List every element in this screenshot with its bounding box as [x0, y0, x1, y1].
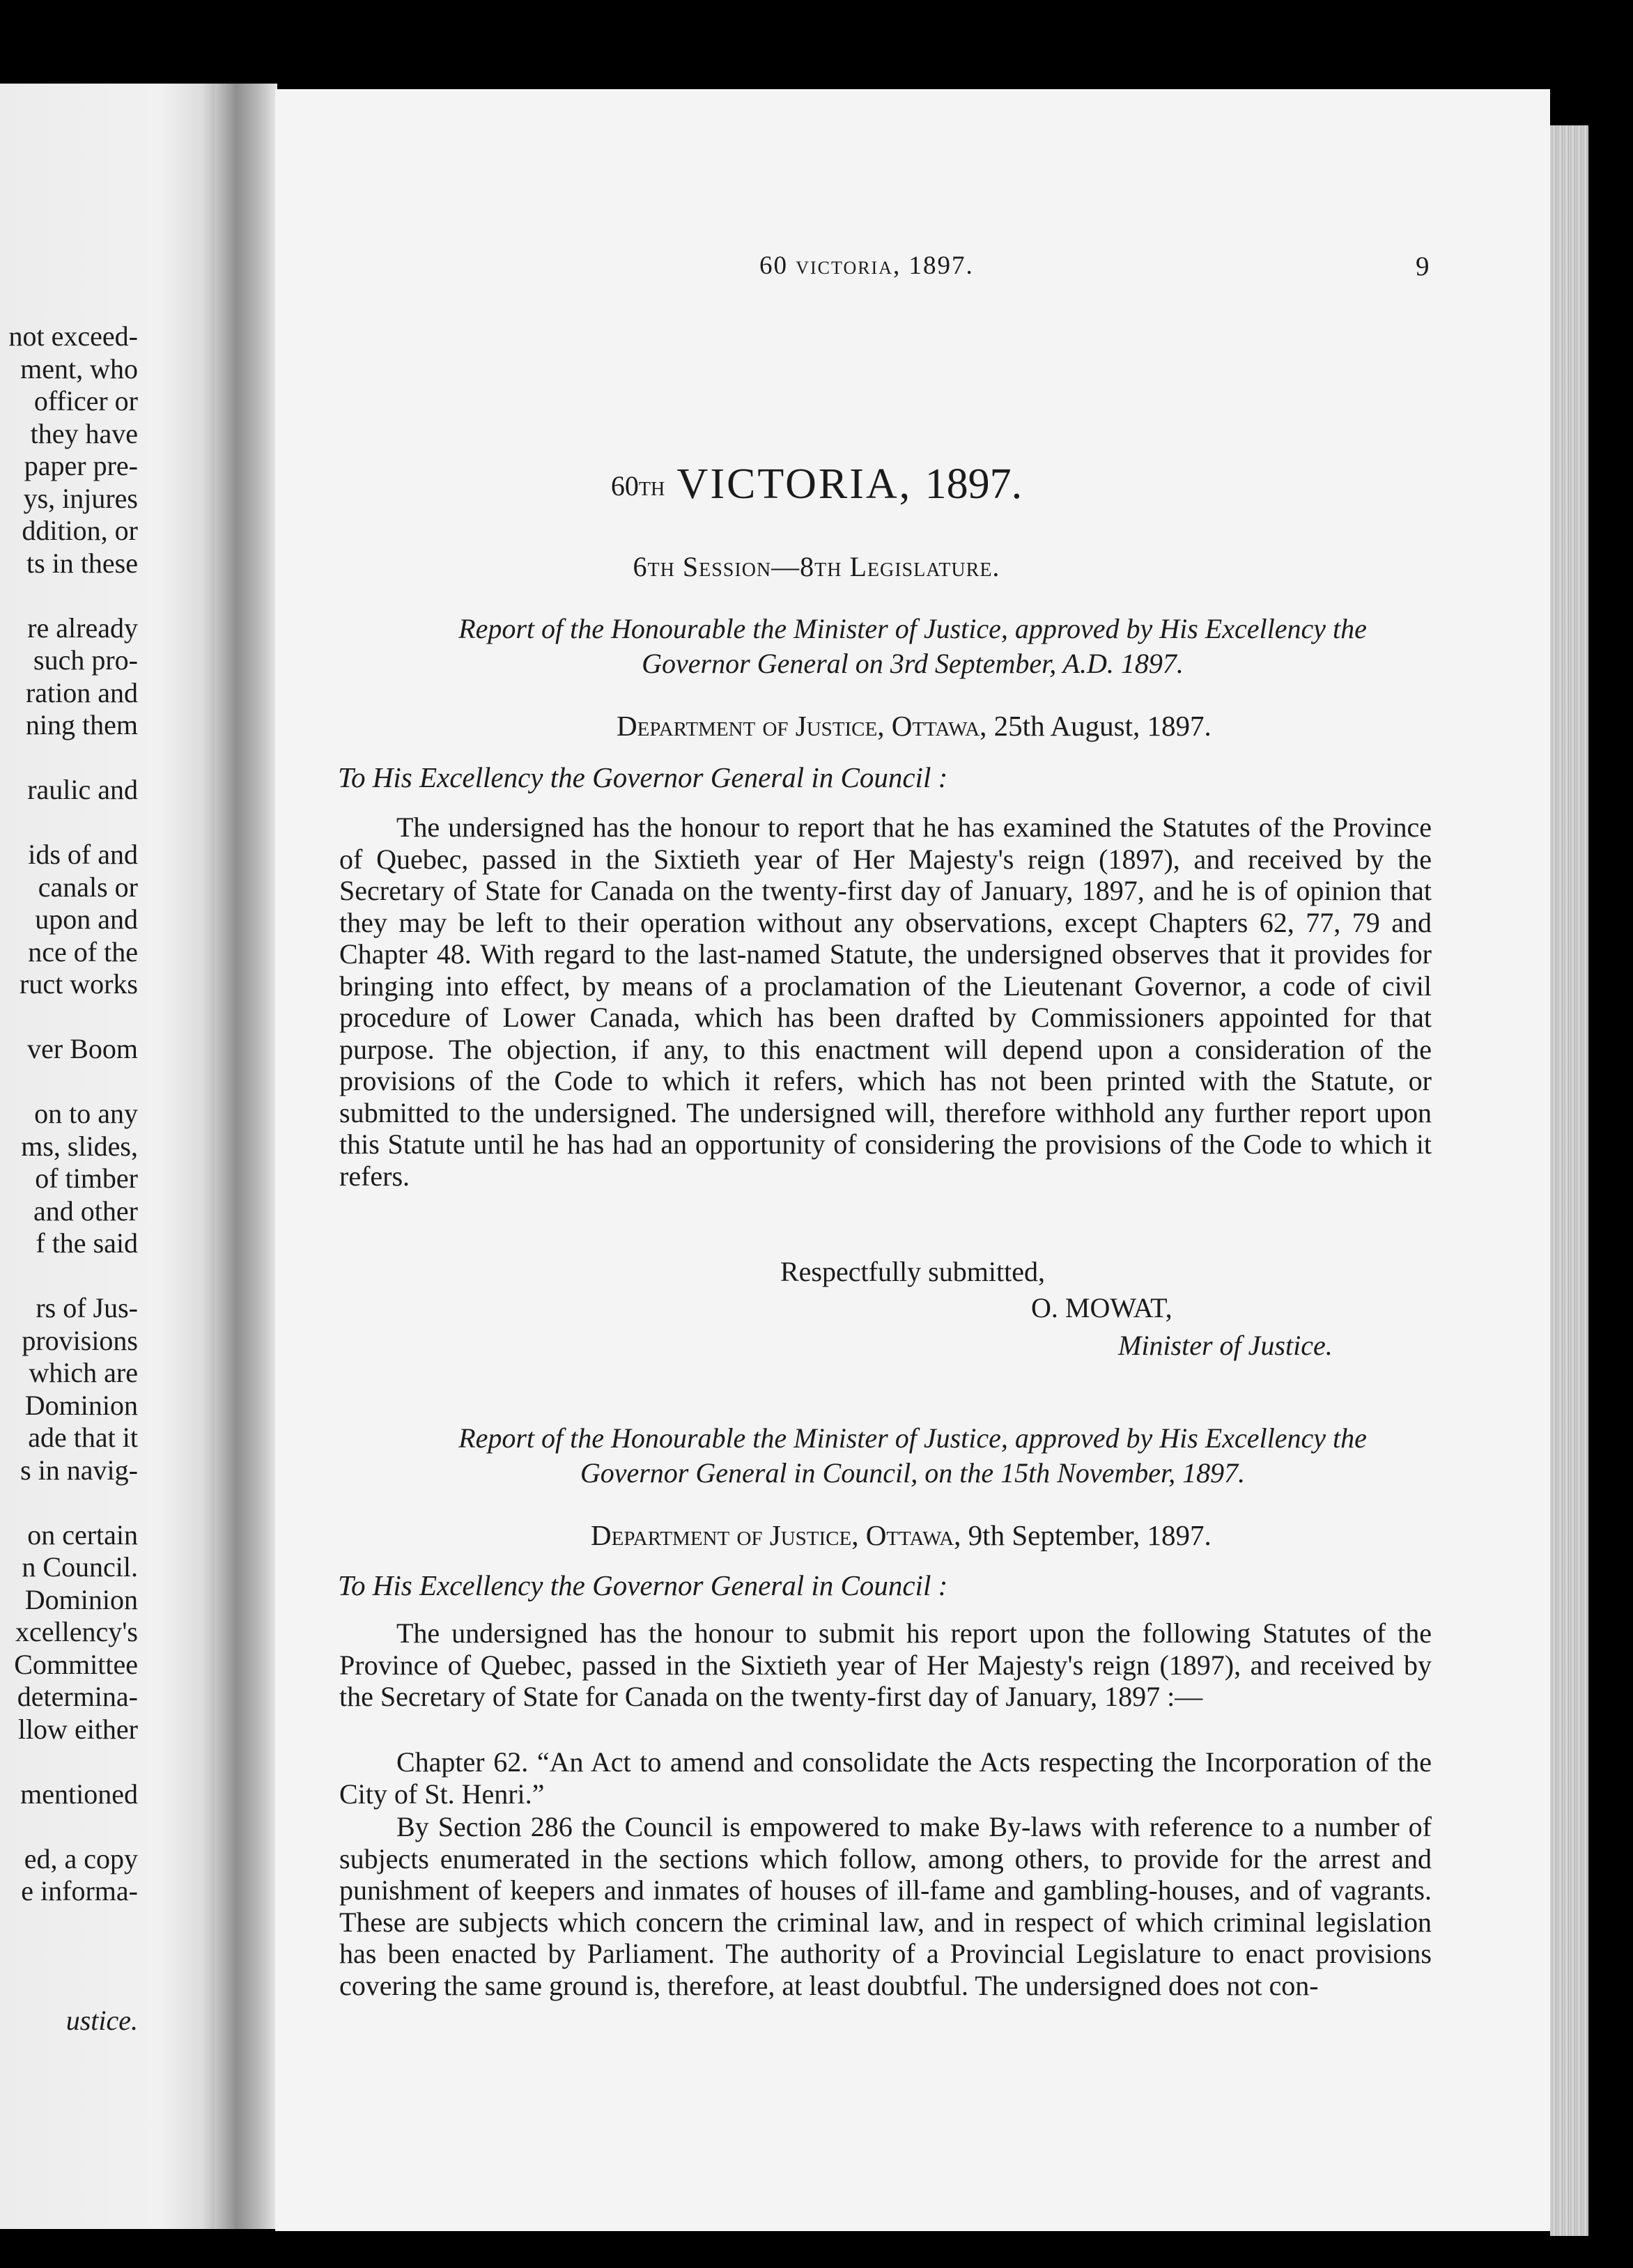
facing-page-line: ms, slides,: [21, 1130, 138, 1162]
facing-page-line: nce of the: [28, 935, 138, 968]
facing-page-line: ruct works: [20, 968, 138, 1000]
report1-signer-title: Minister of Justice.: [1118, 1330, 1333, 1361]
facing-page-line: not exceed-: [8, 320, 138, 352]
facing-page-line: and other: [33, 1195, 138, 1227]
facing-page-line: xcellency's: [15, 1616, 138, 1647]
facing-page-line: ts in these: [26, 547, 138, 579]
facing-page-line: Committee: [14, 1648, 138, 1680]
report1-address: To His Excellency the Governor General in Council :: [338, 761, 948, 793]
facing-page-line: s in navig-: [20, 1454, 138, 1486]
facing-page-line: such pro-: [33, 644, 138, 676]
book-gutter: [215, 84, 277, 2229]
report1-closing: Respectfully submitted,: [780, 1256, 1045, 1287]
facing-page-text: [0, 84, 230, 2229]
facing-page: [0, 84, 230, 2229]
report2-dateline: Department of Justice, Ottawa, 9th September, 1897.: [591, 1519, 1212, 1551]
facing-page-line: ddition, or: [22, 515, 138, 546]
facing-page-line: determina-: [17, 1681, 138, 1712]
facing-page-line: ning them: [25, 709, 138, 740]
report1-dateline: Department of Justice, Ottawa, 25th August, 1897.: [617, 710, 1212, 742]
report2-heading: Report of the Honourable the Minister of Justice, approved by His Excellency the Governor General in Council, on the 15th November, 1897.: [458, 1422, 1367, 1489]
facing-page-line: ids of and: [28, 839, 138, 870]
facing-page-line: n Council.: [22, 1551, 138, 1583]
facing-page-line: on certain: [27, 1519, 138, 1551]
facing-page-line: re already: [27, 612, 138, 644]
session-heading: 6th Session—8th Legislature.: [633, 551, 1000, 582]
facing-page-line: ys, injures: [23, 482, 138, 514]
facing-page-line: on to any: [34, 1098, 138, 1129]
facing-page-line: officer or: [33, 385, 138, 417]
facing-page-line: raulic and: [27, 774, 138, 805]
facing-page-line: rs of Jus-: [36, 1292, 138, 1323]
facing-page-line: ration and: [25, 676, 138, 708]
running-head: 60 victoria, 1897.: [759, 251, 974, 280]
facing-page-line: f the said: [36, 1227, 138, 1259]
facing-page-line: ver Boom: [27, 1033, 138, 1064]
facing-page-line: mentioned: [20, 1778, 138, 1810]
report2-address: To His Excellency the Governor General in Council :: [338, 1569, 948, 1601]
facing-page-line: ustice.: [65, 2005, 138, 2036]
facing-page-line: provisions: [22, 1324, 138, 1356]
facing-page-line: llow either: [17, 1713, 138, 1745]
report1-signer: O. MOWAT,: [1031, 1292, 1172, 1323]
report1-body: The undersigned has the honour to report that he has examined the Statutes of the Province of Quebec, passed in the Sixtieth year of Her Majesty's reign (1897), and received by the Secretary of State for Canada on the twenty-first day of January, 1897, and he is of opinion that they may be left to their operation without any observations, except Chapters 62, 77, 79 and Chapter 48. With regard to the last-named Statute, the undersigned observes that it provides for bringing into effect, by means of a proclamation of the Lieutenant Governor, a code of civil procedure of Lower Canada, which has been drafted by Commissioners appointed for that purpose. The objection, if any, to this enactment will depend upon a consideration of the provisions of the Code to which it refers, which has not been printed with the Statute, or submitted to the undersigned. The undersigned will, therefore withhold any further report upon this Statute until he has had an opportunity of considering the provisions of the Code to which it refers.: [339, 811, 1432, 1192]
facing-page-line: they have: [30, 417, 138, 449]
page-title: 60th VICTORIA, 1897.: [610, 460, 1023, 508]
page-edges: [1550, 125, 1588, 2236]
facing-page-line: of timber: [35, 1163, 138, 1194]
facing-page-line: ade that it: [28, 1422, 138, 1453]
report2-paragraph-2: Chapter 62. “An Act to amend and consolidate the Acts respecting the Incorporation of the City of St. Henri.”: [339, 1746, 1432, 1810]
report1-heading: Report of the Honourable the Minister of Justice, approved by His Excellency the Governor General on 3rd September, A.D. 1897.: [458, 613, 1367, 679]
facing-page-line: ed, a copy: [24, 1842, 138, 1874]
facing-page-line: ment, who: [20, 352, 138, 385]
report2-paragraph-3: By Section 286 the Council is empowered to make By-laws with reference to a number of subjects enumerated in the sections which follow, among others, to provide for the arrest and punishment of keepers and inmates of houses of ill-fame and gambling-houses, and of vagrants. These are subjects which concern the criminal law, and in respect of which criminal legislation has been enacted by Parliament. The authority of a Provincial Legislature to enact provisions covering the same ground is, therefore, at least doubtful. The undersigned does not con-: [339, 1811, 1432, 2001]
page-number: 9: [1416, 251, 1430, 281]
facing-page-line: paper pre-: [24, 450, 138, 481]
facing-page-line: Dominion: [24, 1583, 138, 1615]
report2-paragraph-1: The undersigned has the honour to submit his report upon the following Statutes of the Province of Quebec, passed in the Sixtieth year of Her Majesty's reign (1897), and received by the Secretary of State for Canada on the twenty-first day of January, 1897 :—: [339, 1617, 1432, 1712]
facing-page-line: which are: [29, 1357, 138, 1388]
facing-page-line: Dominion: [24, 1389, 138, 1421]
facing-page-line: upon and: [35, 903, 138, 935]
facing-page-line: canals or: [38, 871, 138, 903]
facing-page-line: e informa-: [21, 1875, 138, 1906]
